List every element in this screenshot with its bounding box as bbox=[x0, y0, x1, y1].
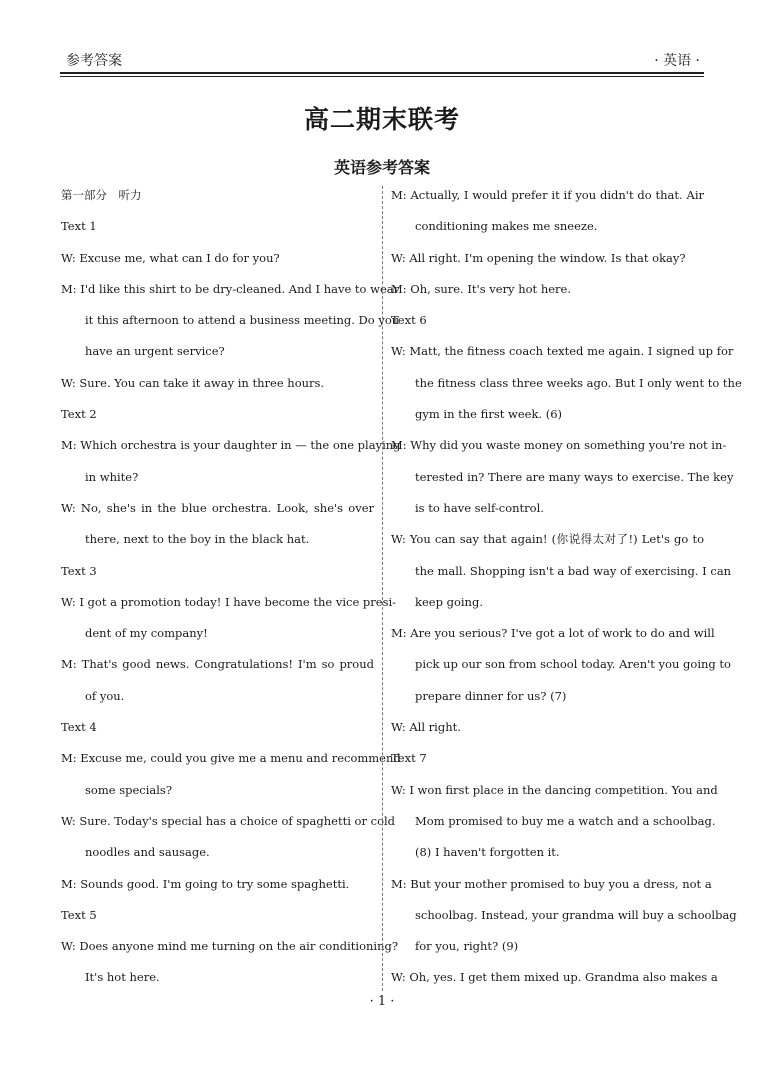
transcript-line: W: You can say that again! (你说得太对了!) Let's go to bbox=[391, 532, 704, 547]
right-column bbox=[391, 180, 742, 994]
transcript-line: M: I'd like this shirt to be dry-cleaned. And I have to wear bbox=[61, 281, 400, 296]
header-subject-label: · 英语 · bbox=[654, 53, 700, 69]
transcript-line: of you. bbox=[85, 688, 125, 703]
transcript-line: W: No, she's in the blue orchestra. Look, she's over bbox=[61, 500, 374, 515]
transcript-line: dent of my company! bbox=[85, 626, 208, 641]
transcript-line: It's hot here. bbox=[85, 970, 160, 985]
transcript-line: Text 1 bbox=[61, 219, 97, 234]
transcript-line: Text 2 bbox=[61, 407, 97, 422]
transcript-line: the mall. Shopping isn't a bad way of exercising. I can bbox=[415, 563, 732, 578]
transcript-line: is to have self-control. bbox=[415, 500, 544, 515]
transcript-line: some specials? bbox=[85, 782, 172, 797]
transcript-line: the fitness class three weeks ago. But I only went to the bbox=[415, 375, 742, 390]
transcript-line: M: Sounds good. I'm going to try some spaghetti. bbox=[61, 876, 350, 891]
transcript-line: M: Oh, sure. It's very hot here. bbox=[391, 281, 571, 296]
transcript-line: terested in? There are many ways to exercise. The key bbox=[415, 469, 734, 484]
transcript-line: M: Actually, I would prefer it if you didn't do that. Air bbox=[391, 188, 704, 202]
transcript-line: W: Sure. Today's special has a choice of spaghetti or cold bbox=[61, 813, 396, 828]
transcript-line: W: Sure. You can take it away in three hours. bbox=[61, 375, 325, 390]
transcript-line: M: Which orchestra is your daughter in — the one playing bbox=[61, 438, 401, 453]
transcript-line: for you, right? (9) bbox=[415, 939, 519, 954]
page-number: · 1 · bbox=[369, 994, 395, 1009]
transcript-line: gym in the first week. (6) bbox=[415, 407, 563, 422]
transcript-line: W: All right. bbox=[391, 720, 461, 735]
transcript-line: W: Excuse me, what can I do for you? bbox=[61, 250, 280, 265]
transcript-line: 第一部分 听力 bbox=[61, 188, 142, 202]
left-column bbox=[61, 180, 401, 994]
transcript-line: W: Matt, the fitness coach texted me again. I signed up for bbox=[391, 344, 734, 359]
transcript-line: prepare dinner for us? (7) bbox=[415, 688, 567, 703]
transcript-line: Text 6 bbox=[391, 313, 427, 328]
transcript-line: Mom promised to buy me a watch and a schoolbag. bbox=[415, 813, 716, 828]
column-divider bbox=[382, 186, 383, 991]
transcript-line: there, next to the boy in the black hat. bbox=[85, 532, 310, 547]
header-left-label: 参考答案 bbox=[66, 53, 122, 69]
transcript-line: noodles and sausage. bbox=[85, 845, 210, 860]
transcript-line: W: I won first place in the dancing competition. You and bbox=[391, 782, 718, 797]
transcript-line: M: Are you serious? I've got a lot of work to do and will bbox=[391, 626, 715, 641]
transcript-line: W: Oh, yes. I get them mixed up. Grandma also makes a bbox=[391, 970, 718, 985]
transcript-line: pick up our son from school today. Aren't you going to bbox=[415, 657, 731, 672]
transcript-line: M: That's good news. Congratulations! I'm so proud bbox=[61, 657, 374, 672]
transcript-line: M: But your mother promised to buy you a dress, not a bbox=[391, 876, 712, 891]
transcript-line: W: All right. I'm opening the window. Is that okay? bbox=[391, 250, 686, 265]
transcript-line: M: Why did you waste money on something you're not in- bbox=[391, 438, 727, 453]
page-title: 高二期末联考 bbox=[303, 105, 460, 134]
transcript-line: keep going. bbox=[415, 594, 483, 609]
transcript-line: W: I got a promotion today! I have become the vice presi- bbox=[61, 594, 397, 609]
transcript-line: it this afternoon to attend a business meeting. Do you bbox=[85, 313, 400, 328]
header-rule-thin bbox=[60, 76, 704, 77]
transcript-line: schoolbag. Instead, your grandma will buy a schoolbag bbox=[415, 907, 737, 922]
transcript-line: conditioning makes me sneeze. bbox=[415, 219, 598, 234]
transcript-line: W: Does anyone mind me turning on the air conditioning? bbox=[61, 939, 399, 954]
transcript-line: in white? bbox=[85, 469, 139, 484]
header-rule-thick bbox=[60, 72, 704, 74]
page-subtitle: 英语参考答案 bbox=[333, 158, 430, 177]
transcript-line: Text 5 bbox=[61, 907, 97, 922]
transcript-line: Text 7 bbox=[391, 751, 427, 766]
transcript-line: M: Excuse me, could you give me a menu and recommend bbox=[61, 751, 401, 766]
transcript-line: (8) I haven't forgotten it. bbox=[415, 845, 560, 860]
transcript-line: Text 4 bbox=[61, 720, 97, 735]
transcript-line: have an urgent service? bbox=[85, 344, 225, 359]
transcript-line: Text 3 bbox=[61, 563, 97, 578]
